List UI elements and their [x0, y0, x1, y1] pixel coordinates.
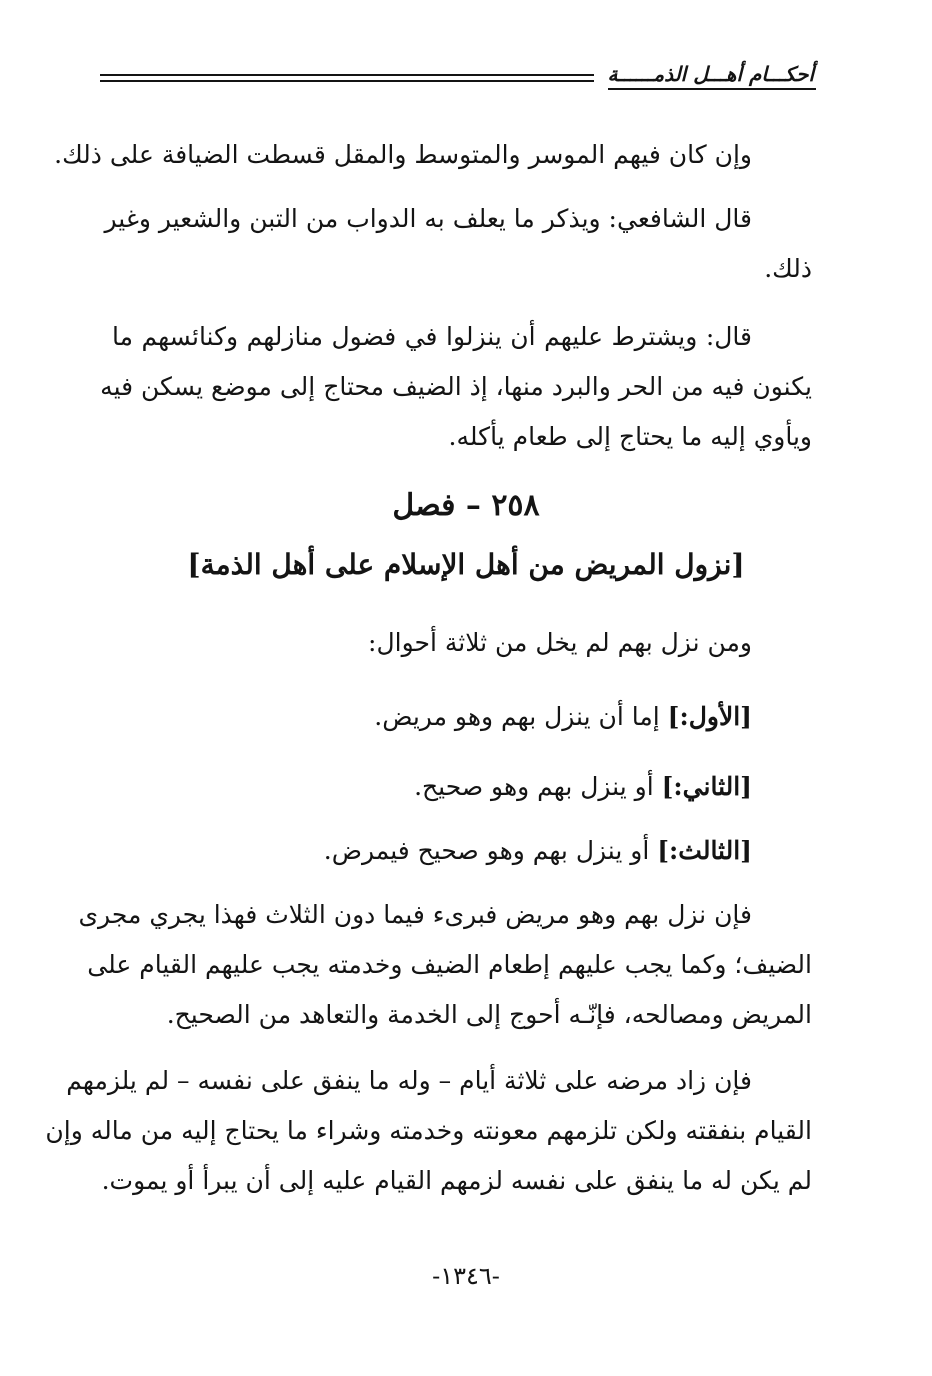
section-number: ٢٥٨ – فصل	[392, 488, 540, 523]
paragraph-line: الضيف؛ وكما يجب عليهم إطعام الضيف وخدمته يجب عليهم القيام على	[87, 950, 812, 979]
condition-item-third	[112, 834, 752, 868]
running-header	[100, 58, 816, 98]
paragraph-line: ذلك.	[764, 254, 812, 283]
paragraph-line: ويأوي إليه ما يحتاج إلى طعام يأكله.	[448, 422, 812, 451]
condition-label: [الثاني:]	[661, 772, 752, 801]
condition-text: إما أن ينزل بهم وهو مريض.	[374, 702, 668, 731]
condition-item-first	[112, 700, 752, 734]
paragraph-line: قال: ويشترط عليهم أن ينزلوا في فضول منازلهم وكنائسهم ما	[112, 322, 752, 351]
header-title: أحكـــام أهـــل الذمــــــة	[607, 62, 814, 86]
condition-item-second	[112, 770, 752, 804]
condition-label: [الثالث:]	[657, 836, 752, 865]
condition-text: أو ينزل بهم وهو صحيح فيمرض.	[323, 836, 658, 865]
conditions-intro: ومن نزل بهم لم يخل من ثلاثة أحوال:	[368, 628, 752, 657]
paragraph-line: المريض ومصالحه، فإنّـه أحوج إلى الخدمة والتعاهد من الصحيح.	[166, 1000, 812, 1029]
header-title-underline	[608, 88, 816, 90]
header-double-rule	[100, 74, 594, 86]
section-title: [نزول المريض من أهل الإسلام على أهل الذمة]	[187, 548, 745, 581]
paragraph-line: لم يكن له ما ينفق على نفسه لزمهم القيام عليه إلى أن يبرأ أو يموت.	[101, 1166, 812, 1195]
page-number: -١٣٤٦-	[432, 1262, 500, 1290]
paragraph-line: القيام بنفقته ولكن تلزمهم معونته وخدمته وشراء ما يحتاج إليه من ماله وإن	[45, 1116, 812, 1145]
paragraph-line: فإن نزل بهم وهو مريض فبرىء فيما دون الثلاث فهذا يجري مجرى	[78, 900, 752, 929]
paragraph-line: قال الشافعي: ويذكر ما يعلف به الدواب من التبن والشعير وغير	[104, 204, 752, 233]
condition-label: [الأول:]	[667, 702, 752, 731]
paragraph-line: وإن كان فيهم الموسر والمتوسط والمقل قسطت الضيافة على ذلك.	[54, 140, 752, 169]
paragraph-line: يكنون فيه من الحر والبرد منها، إذ الضيف محتاج إلى موضع يسكن فيه	[100, 372, 812, 401]
paragraph-line: فإن زاد مرضه على ثلاثة أيام – وله ما ينفق على نفسه – لم يلزمهم	[66, 1066, 752, 1095]
condition-text: أو ينزل بهم وهو صحيح.	[414, 772, 662, 801]
